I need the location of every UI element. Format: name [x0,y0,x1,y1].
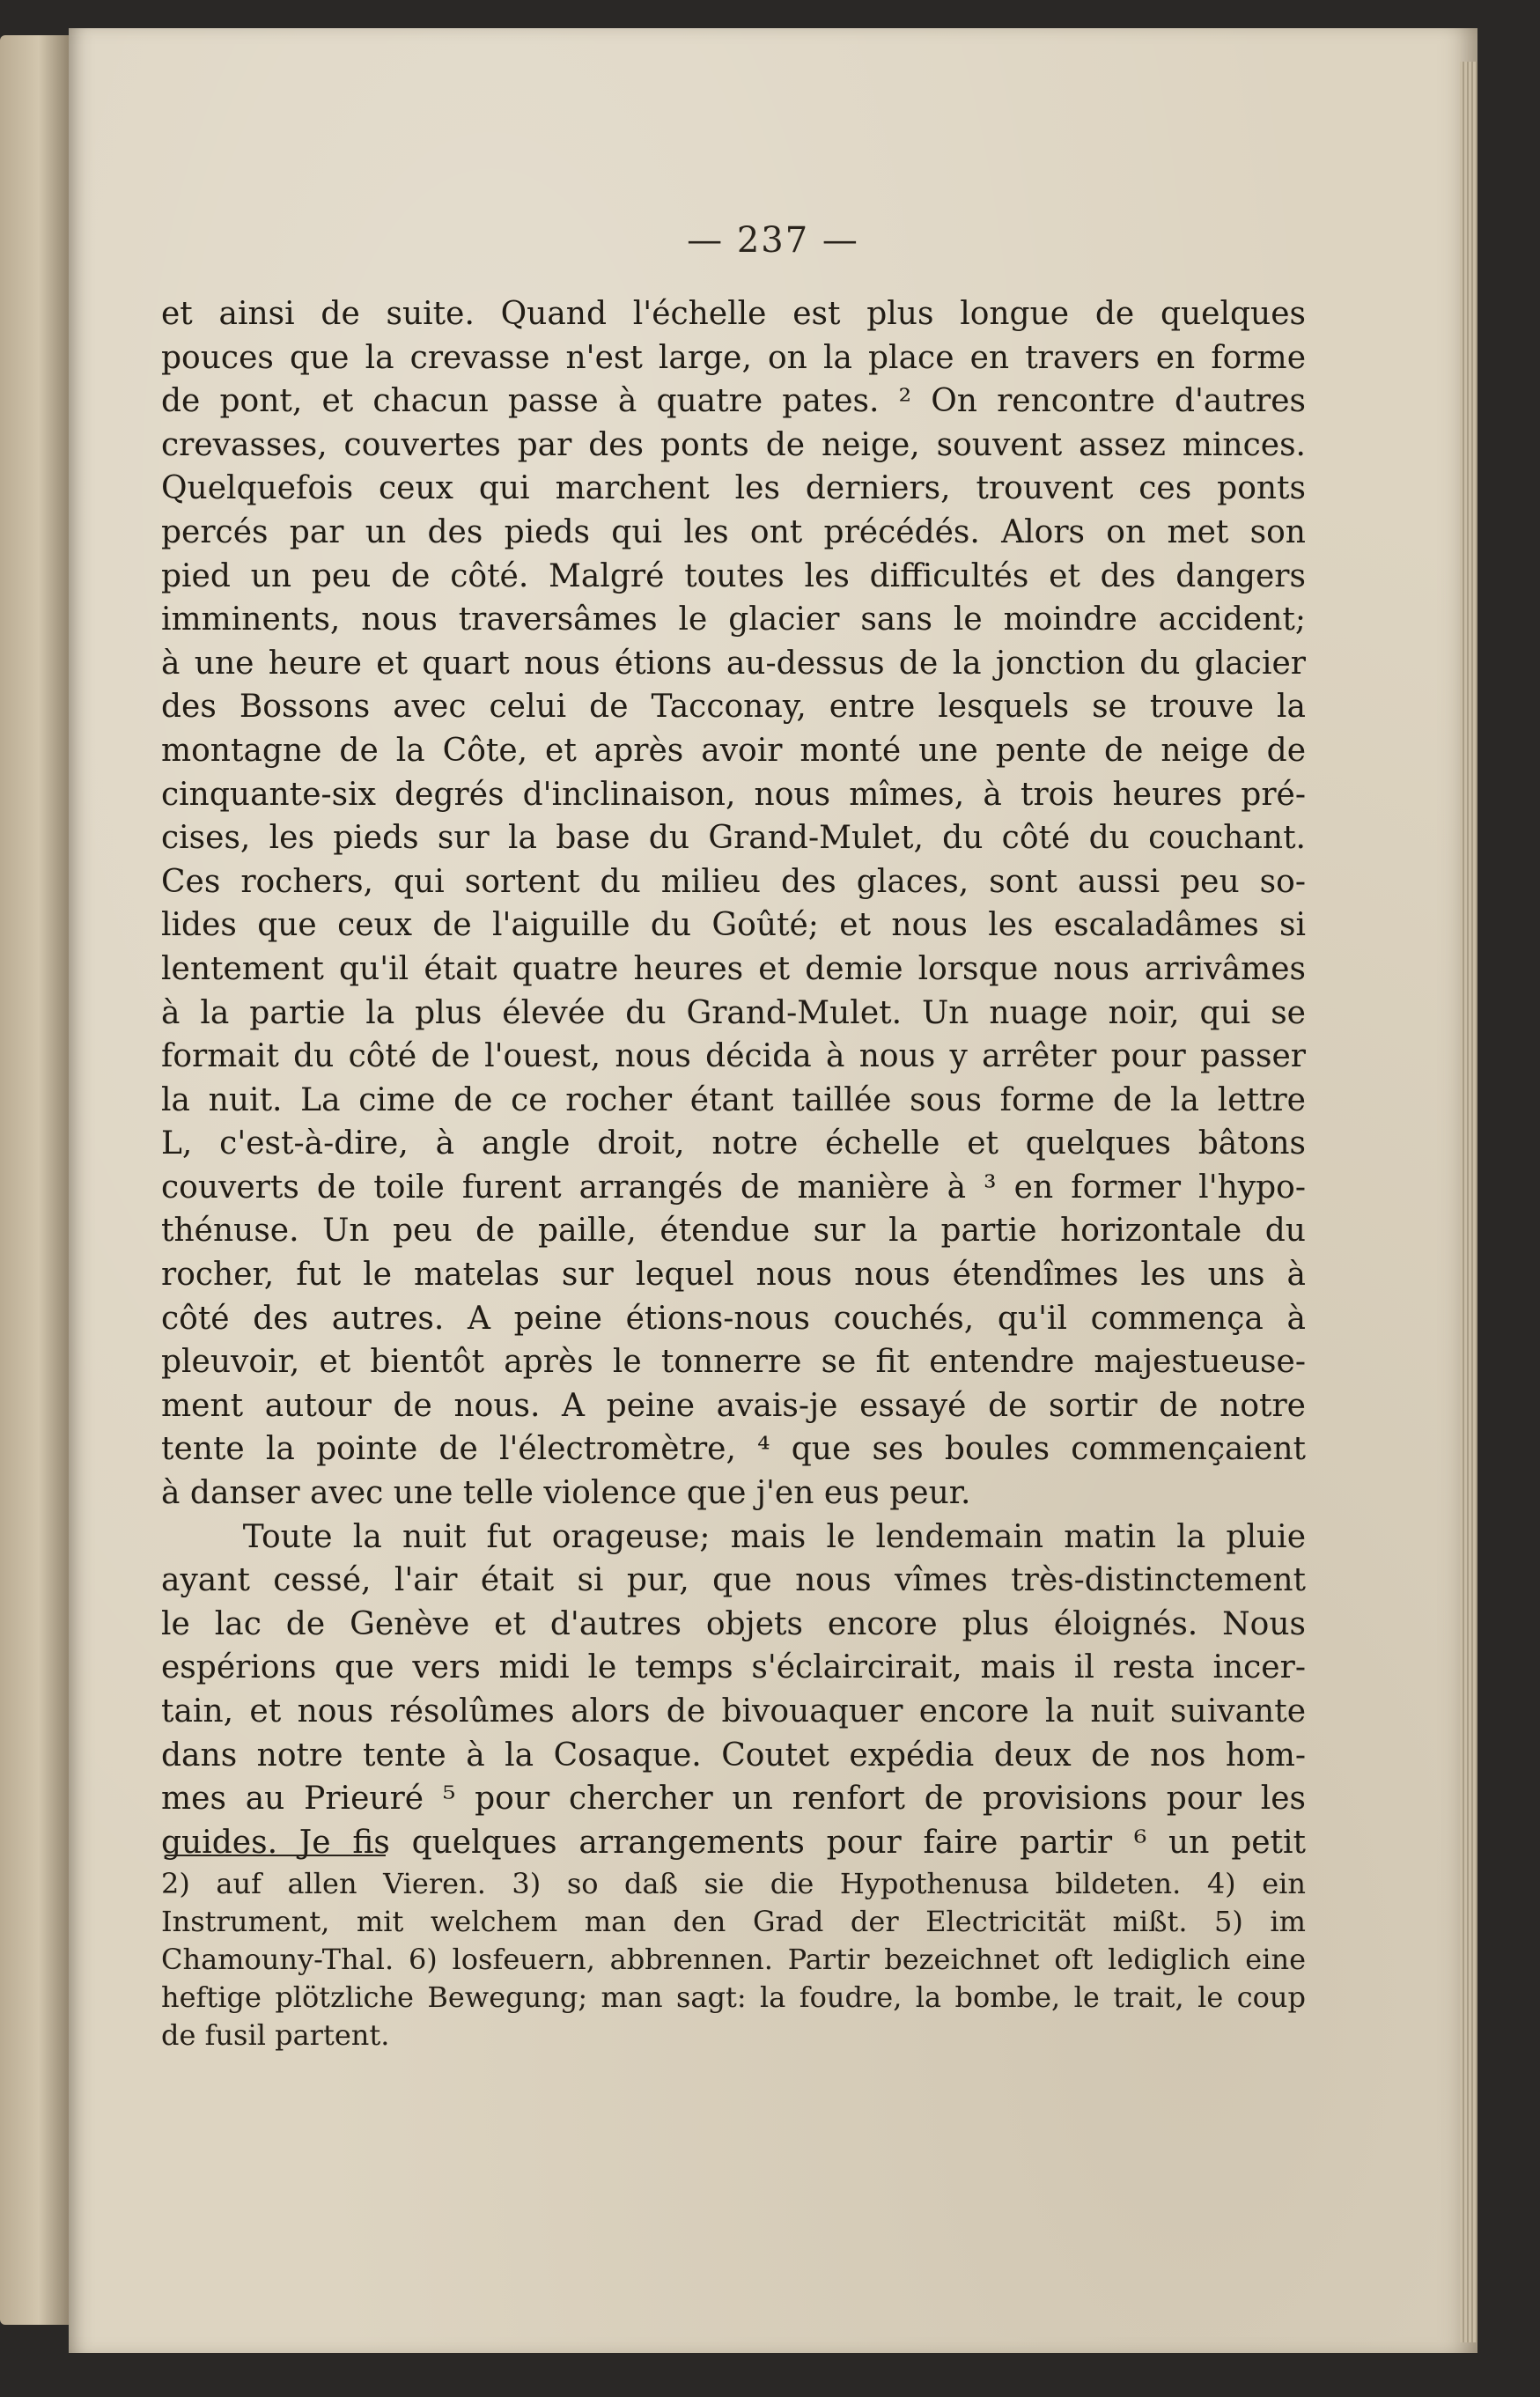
text-line: Toute la nuit fut orageuse; mais le lendemain matin la pluie [161,1518,1306,1555]
text-line: côté des autres. A peine étions-nous couchés, qu'il commença à [161,1300,1306,1337]
text-line: à une heure et quart nous étions au-dessus de la jonction du glacier [161,645,1306,682]
text-line: pied un peu de côté. Malgré toutes les difficultés et des dangers [161,557,1306,594]
text-line: couverts de toile furent arrangés de manière à ³ en former l'hypo- [161,1169,1306,1206]
footnote-line: heftige plötzliche Bewegung; man sagt: la foudre, la bombe, le trait, le coup [161,1980,1306,2014]
text-line: le lac de Genève et d'autres objets encore plus éloignés. Nous [161,1605,1306,1642]
footnote-line: Instrument, mit welchem man den Grad der Electricität mißt. 5) im [161,1905,1306,1938]
text-line: de pont, et chacun passe à quatre pates. ² On rencontre d'autres [161,383,1306,420]
text-line: et ainsi de suite. Quand l'échelle est plus longue de quelques [161,296,1306,332]
footnotes [161,1865,1306,2054]
text-line: percés par un des pieds qui les ont précédés. Alors on met son [161,513,1306,550]
page-stack-edge [1460,62,1477,2342]
text-line: lides que ceux de l'aiguille du Goûté; et nous les escaladâmes si [161,907,1306,944]
book-page [69,28,1477,2353]
text-line: cises, les pieds sur la base du Grand-Mulet, du côté du couchant. [161,820,1306,857]
text-line: ayant cessé, l'air était si pur, que nous vîmes très-distinctement [161,1562,1306,1599]
text-line: cinquante-six degrés d'inclinaison, nous mîmes, à trois heures pré- [161,776,1306,813]
footnote-line: Chamouny-Thal. 6) losfeuern, abbrennen. Partir bezeichnet oft lediglich eine [161,1943,1306,1976]
text-line: montagne de la Côte, et après avoir monté une pente de neige de [161,732,1306,769]
body-text [161,292,1306,1864]
text-line: ment autour de nous. A peine avais-je essayé de sortir de notre [161,1387,1306,1424]
footnote-separator [166,1855,386,1856]
text-line: imminents, nous traversâmes le glacier sans le moindre accident; [161,601,1306,638]
text-line: formait du côté de l'ouest, nous décida à nous y arrêter pour passer [161,1038,1306,1075]
text-line: guides. Je fis quelques arrangements pour faire partir ⁶ un petit [161,1824,1306,1861]
text-line: L, c'est-à-dire, à angle droit, notre échelle et quelques bâtons [161,1125,1306,1162]
text-line: tente la pointe de l'électromètre, ⁴ que ses boules commençaient [161,1431,1306,1468]
text-line: lentement qu'il était quatre heures et demie lorsque nous arrivâmes [161,950,1306,987]
text-line: pouces que la crevasse n'est large, on la place en travers en forme [161,339,1306,376]
text-line: pleuvoir, et bientôt après le tonnerre se fit entendre majestueuse- [161,1344,1306,1381]
text-line: dans notre tente à la Cosaque. Coutet expédia deux de nos hom- [161,1737,1306,1774]
left-page-edge [0,35,70,2325]
text-line: Ces rochers, qui sortent du milieu des glaces, sont aussi peu so- [161,863,1306,900]
footnote-line: de fusil partent. [161,2018,390,2052]
text-line: à la partie la plus élevée du Grand-Mulet. Un nuage noir, qui se [161,994,1306,1031]
text-line: tain, et nous résolûmes alors de bivouaquer encore la nuit suivante [161,1693,1306,1730]
text-line: à danser avec une telle violence que j'en eus peur. [161,1475,971,1512]
page-number: — 237 — [687,220,859,261]
text-line: thénuse. Un peu de paille, étendue sur la partie horizontale du [161,1213,1306,1250]
footnote-line: 2) auf allen Vieren. 3) so daß sie die Hypothenusa bildeten. 4) ein [161,1867,1306,1900]
text-line: Quelquefois ceux qui marchent les derniers, trouvent ces ponts [161,470,1306,507]
text-line: crevasses, couvertes par des ponts de neige, souvent assez minces. [161,426,1306,463]
text-line: la nuit. La cime de ce rocher étant taillée sous forme de la lettre [161,1081,1306,1118]
text-line: rocher, fut le matelas sur lequel nous nous étendîmes les uns à [161,1257,1306,1294]
text-line: espérions que vers midi le temps s'éclaircirait, mais il resta incer- [161,1649,1306,1686]
text-line: mes au Prieuré ⁵ pour chercher un renfort de provisions pour les [161,1781,1306,1818]
text-line: des Bossons avec celui de Tacconay, entre lesquels se trouve la [161,689,1306,726]
